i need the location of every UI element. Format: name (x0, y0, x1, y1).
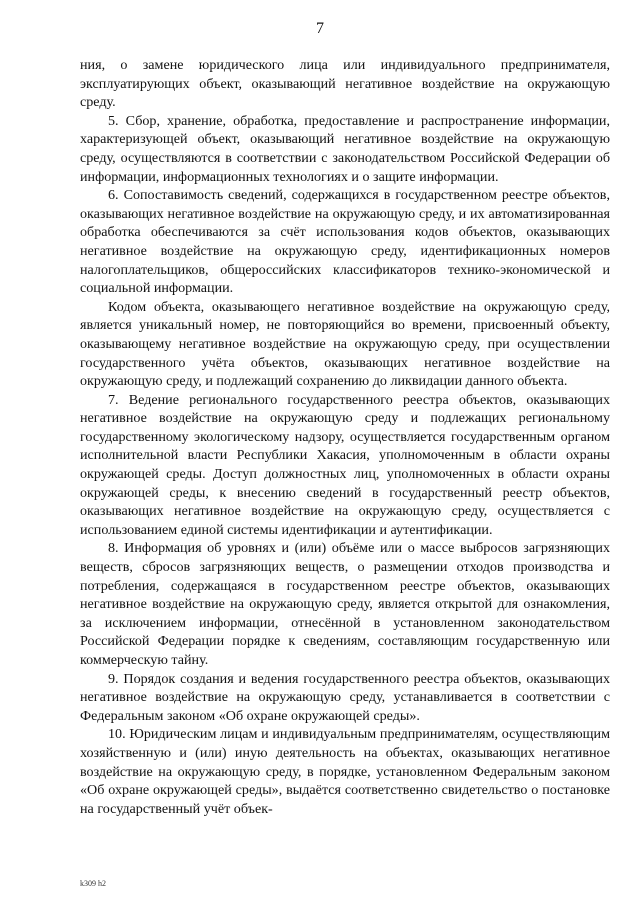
paragraph-10: 10. Юридическим лицам и индивидуальным предпринимателям, осуществляющим хозяйственную и (или) иную деятельность на объектах, оказывающих негативное воздействие на окружающую среду, в порядке, установленном Федеральным законом «Об охране окружающей среды», выдаётся соответственно свидетельство о постановке на государственный учёт объек- (80, 726, 610, 817)
paragraph-9: 9. Порядок создания и ведения государственного реестра объектов, оказывающих негативное воздействие на окружающую среду, устанавливается в соответствии с Федеральным законом «Об охране окружающей среды». (80, 670, 610, 724)
paragraph-6-object-code: Кодом объекта, оказывающего негативное воздействие на окружающую среду, является уникальный номер, не повторяющийся во времени, присвоенный объекту, оказывающему негативное воздействие на окружающую среду, при осуществлении государственного учёта объектов, оказывающих негативное воздействие на окружающую среду, и подлежащий сохранению до ликвидации данного объекта. (80, 298, 610, 390)
footer-document-code: k309 h2 (80, 879, 106, 888)
body-text (80, 56, 610, 818)
paragraph-7: 7. Ведение регионального государственного реестра объектов, оказывающих негативное воздействие на окружающую среду и подлежащих региональному государственному экологическому надзору, осуществляется государственным органом исполнительной власти Республики Хакасия, уполномоченным в области охраны окружающей среды. Доступ должностных лиц, уполномоченных в области охраны окружающей среды, к внесению сведений в государственный реестр объектов, оказывающих негативное воздействие на окружающую среду, осуществляется с использованием единой системы идентификации и аутентификации. (80, 391, 610, 538)
paragraph-8: 8. Информация об уровнях и (или) объёме или о массе выбросов загрязняющих веществ, сбросов загрязняющих веществ, о размещении отходов производства и потребления, содержащаяся в государственном реестре объектов, оказывающих негативное воздействие на окружающую среду, является открытой для ознакомления, за исключением информации, отнесённой в установленном законодательством Российской Федерации порядке к сведениям, составляющим государственную или коммерческую тайну. (80, 540, 610, 668)
paragraph-6: 6. Сопоставимость сведений, содержащихся в государственном реестре объектов, оказывающих негативное воздействие на окружающую среду, и их автоматизированная обработка обеспечиваются за счёт использования кодов объектов, оказывающих негативное воздействие на окружающую среду, идентификационных номеров налогоплательщиков, общероссийских классификаторов технико-экономической и социальной информации. (80, 187, 610, 297)
paragraph-5: 5. Сбор, хранение, обработка, предоставление и распространение информации, характеризующей объект, оказывающий негативное воздействие на окружающую среду, осуществляются в соответствии с законодательством Российской Федерации об информации, информационных технологиях и о защите информации. (80, 112, 610, 185)
paragraph-continuation: ния, о замене юридического лица или индивидуального предпринимателя, эксплуатирующих объект, оказывающий негативное воздействие на окружающую среду. (80, 57, 610, 111)
page-number: 7 (316, 20, 324, 37)
